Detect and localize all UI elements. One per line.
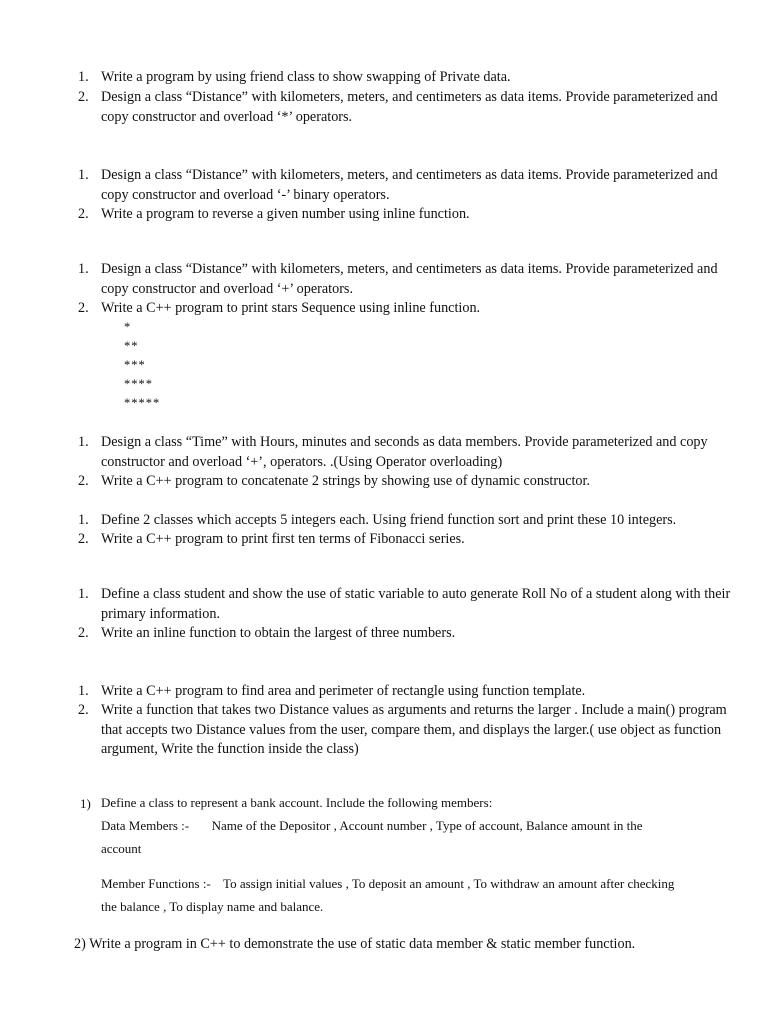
bank-member-functions-continuation: the balance , To display name and balance. — [101, 899, 324, 914]
item-number: 1. — [78, 434, 89, 450]
item-number: 1. — [78, 586, 89, 602]
item-number: 1. — [78, 167, 89, 183]
item-text: Design a class “Time” with Hours, minutes and seconds as data members. Provide parameterized and copy constructor and overload ‘+’, operators. .(Using Operator overloading) — [101, 434, 708, 470]
item-number: 2. — [78, 206, 89, 222]
data-members-text: Name of the Depositor , Account number , Type of account, Balance amount in the — [211, 818, 643, 833]
item-text: Design a class “Distance” with kilometers, meters, and centimeters as data items. Provide parameterized and copy constructor and overload ‘+’ operators. — [101, 261, 718, 297]
item-number: 2. — [78, 625, 89, 641]
item-number: 2. — [78, 531, 89, 547]
item-text: Write a C++ program to find area and perimeter of rectangle using function template. — [101, 683, 586, 699]
star-row-1: * — [124, 320, 132, 334]
item-number: 1. — [78, 512, 89, 528]
item-text: Define a class student and show the use of static variable to auto generate Roll No of a student along with their primary information. — [101, 586, 731, 622]
item-number: 2. — [78, 300, 89, 316]
item-text: Write a C++ program to print first ten terms of Fibonacci series. — [101, 531, 465, 547]
item-number: 1. — [78, 261, 89, 277]
bank-data-members-continuation: account — [101, 841, 142, 856]
item-number: 1. — [78, 683, 89, 699]
item-number: 2. — [78, 702, 89, 718]
bank-data-members-line — [101, 815, 741, 838]
item-text: Write a program to reverse a given number using inline function. — [101, 206, 470, 222]
item-number: 1. — [78, 69, 89, 85]
item-number: 2. — [78, 89, 89, 105]
bank-question-intro: Define a class to represent a bank account. Include the following members: — [101, 795, 493, 810]
item-text: Write a C++ program to concatenate 2 strings by showing use of dynamic constructor. — [101, 473, 591, 489]
static-member-question: 2) Write a program in C++ to demonstrate the use of static data member & static member function. — [74, 936, 636, 952]
bank-member-functions-line — [101, 873, 741, 896]
data-members-label: Data Members :- — [101, 818, 190, 833]
item-text: Write a C++ program to print stars Sequence using inline function. — [101, 300, 481, 316]
item-text: Design a class “Distance” with kilometers, meters, and centimeters as data items. Provide parameterized and copy constructor and overload ‘*’ operators. — [101, 89, 718, 125]
bank-question-number: 1) — [80, 796, 91, 811]
item-text: Define 2 classes which accepts 5 integers each. Using friend function sort and print these 10 integers. — [101, 512, 677, 528]
item-text: Write an inline function to obtain the largest of three numbers. — [101, 625, 456, 641]
item-text: Design a class “Distance” with kilometers, meters, and centimeters as data items. Provide parameterized and copy constructor and overload ‘-’ binary operators. — [101, 167, 718, 203]
star-row-4: **** — [124, 377, 153, 391]
item-number: 2. — [78, 473, 89, 489]
member-functions-text: To assign initial values , To deposit an amount , To withdraw an amount after checking — [223, 876, 675, 891]
item-text: Write a function that takes two Distance values as arguments and returns the larger . Include a main() program that accepts two Distance values from the user, compare them, and displays the larger.( use object as function argument, Write the function inside the class) — [101, 702, 727, 757]
star-row-5: ***** — [124, 396, 161, 410]
item-text: Write a program by using friend class to show swapping of Private data. — [101, 69, 511, 85]
member-functions-label: Member Functions :- — [101, 876, 211, 891]
star-row-3: *** — [124, 358, 146, 372]
star-row-2: ** — [124, 339, 139, 353]
